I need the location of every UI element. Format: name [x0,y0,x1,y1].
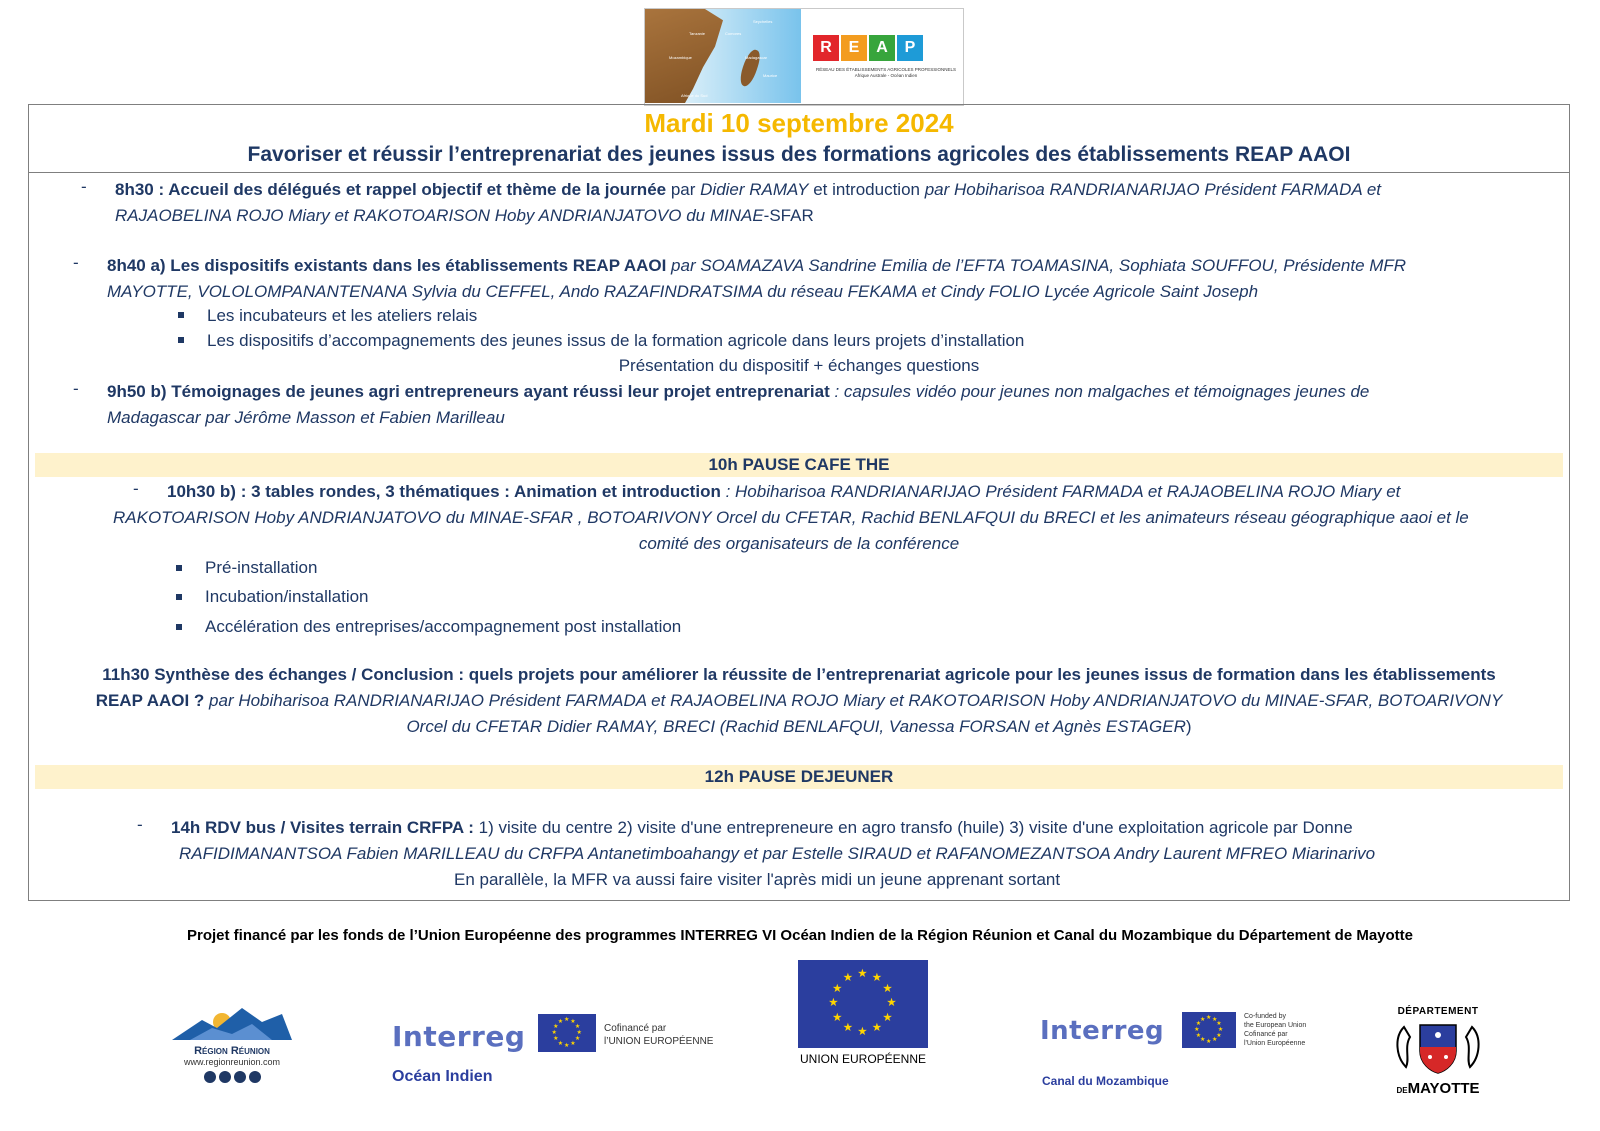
interreg-oi-subtitle: Océan Indien [392,1068,493,1085]
square-bullet-icon [178,337,184,343]
eu-star-icon: ★ [842,972,854,985]
eu-star-icon: ★ [1211,1037,1218,1044]
map-label: Tanzanie [689,31,706,36]
mayotte-name: MAYOTTE [1407,1080,1480,1097]
eu-star-icon: ★ [564,1042,570,1049]
reap-letter: P [897,35,923,61]
s1-line-1 [115,177,1381,203]
reap-subtitle-line: RÉSEAU DES ÉTABLISSEMENTS AGRICOLES PROFESSIONNELS [816,67,956,72]
list-dash: - [133,479,139,498]
s4-line-1 [167,479,1400,505]
map-label: Maurice [763,73,778,78]
list-dash: - [73,379,79,398]
list-dash: - [73,253,79,272]
eu-star-icon: ★ [1206,1015,1212,1022]
reap-subtitle [811,67,961,79]
s1-speaker: RAJAOBELINA ROJO Miary et RAKOTOARISON Hoby ANDRIANJATOVO du MINAE [115,206,764,225]
instagram-icon [234,1071,246,1083]
title-divider [29,172,1569,173]
s2-item-1: Les incubateurs et les ateliers relais [207,306,478,325]
eu-star-icon: ★ [1216,1021,1222,1028]
s2-line-1 [107,253,1406,279]
interreg-ocean-indien-logo [392,1014,732,1094]
s5-text: ) [1185,717,1192,736]
cofinance-line: l’UNION EUROPÉENNE [604,1036,714,1047]
departement-mayotte-logo [1390,1006,1486,1106]
eu-star-icon: ★ [832,1011,843,1024]
s4-line-3: comité des organisateurs de la conférence [638,534,960,553]
cm-cofunded-text [1244,1012,1306,1048]
interreg-cm-subtitle: Canal du Mozambique [1042,1074,1169,1088]
s1-speaker: Didier RAMAY [700,180,809,199]
map-label: Madagascar [745,55,768,60]
cofunded-line: the European Union [1244,1022,1307,1029]
social-icons [172,1071,292,1083]
eu-star-icon: ★ [557,1040,564,1047]
eu-star-icon: ★ [576,1030,582,1036]
s4-item-2: Incubation/installation [205,587,369,606]
square-bullet-icon [178,312,184,318]
madagascar-shape [737,48,762,88]
program-box [28,104,1570,901]
s5-line-2 [29,688,1569,714]
s2-item-2: Les dispositifs d’accompagnements des jeunes issus de la formation agricole dans leurs projets d’installation [207,331,1025,350]
reap-region-line: Afrique Australe - Océan Indien [854,73,918,78]
region-reunion-logo [172,1000,292,1090]
cofinance-line: Cofinancé par [604,1023,667,1034]
twitter-icon [219,1071,231,1083]
s4-item-3: Accélération des entreprises/accompagnement post installation [205,617,682,636]
eu-star-icon: ★ [1217,1027,1224,1033]
mayotte-de-text: DE [1396,1086,1408,1095]
s4-item-1: Pré-installation [205,558,318,577]
interreg-wordmark: Interreg [392,1020,526,1053]
eu-star-icon: ★ [570,1040,576,1047]
s3-time-heading: 9h50 b) Témoignages de jeunes agri entrepreneurs ayant réussi leur projet entreprenariat [107,382,830,401]
header-logos [644,8,964,106]
eu-star-icon: ★ [882,982,893,995]
region-url: www.regionreunion.com [183,1057,281,1067]
s4-line-2: RAKOTOARISON Hoby ANDRIANJATOVO du MINAE-SFAR , BOTOARIVONY Orcel du CFETAR, Rachid BENLAFQUI du BRECI et les animateurs réseau géographique aaoi et le [113,508,1469,527]
s1-line-2 [115,203,814,229]
youtube-icon [249,1071,261,1083]
eu-star-icon: ★ [1200,1037,1206,1044]
eu-star-icon: ★ [1211,1016,1218,1023]
map-label: Comores [725,31,742,36]
s2-centered-note: Présentation du dispositif + échanges questions [618,356,980,375]
eu-star-icon: ★ [1206,1038,1212,1045]
reap-logo [803,9,961,103]
s4-time-heading: 10h30 b) : 3 tables rondes, 3 thématiques : Animation et introduction [167,482,721,501]
eu-star-icon: ★ [553,1036,559,1043]
list-dash: - [137,815,143,834]
cofunded-line: Co-funded by [1244,1013,1287,1020]
eu-star-icon: ★ [882,1011,893,1024]
union-europeenne-logo [798,960,930,1068]
s5-speakers: Orcel du CFETAR Didier RAMAY, BRECI (Rachid BENLAFQUI, Vanessa FORSAN et Agnès ESTAGER [406,717,1186,736]
s3-text: : capsules vidéo pour jeunes non malgaches et témoignages jeunes de [829,382,1370,401]
map-label: Afrique du Sud [681,93,708,98]
map-label: Mozambique [669,55,692,60]
s2-speakers: par SOAMAZAVA Sandrine Emilia de l’EFTA TOAMASINA, Sophiata SOUFFOU, Présidente MFR [666,256,1407,275]
region-name: Région Réunion [194,1045,270,1057]
interreg-wordmark: Interreg [1040,1016,1165,1046]
facebook-icon [204,1071,216,1083]
pause-banner-lunch: 12h PAUSE DEJEUNER [35,765,1563,789]
eu-flag-icon [1182,1012,1236,1048]
eu-star-icon: ★ [1200,1016,1206,1023]
eu-star-icon: ★ [871,972,883,985]
eu-star-icon: ★ [1195,1021,1202,1028]
mountain-icon [172,1000,292,1040]
reap-letter: A [869,35,895,61]
s3-line-1 [107,379,1369,405]
eu-star-icon: ★ [828,997,839,1010]
square-bullet-icon [176,594,182,600]
list-dash: - [81,177,87,196]
s6-line-2: RAFIDIMANANTSOA Fabien MARILLEAU du CRFPA Antanetimboahangy et par Estelle SIRAUD et RAFANOMEZANTSOA Andry Laurent MFREO Miarinarivo [179,844,1376,863]
s2-line-2: MAYOTTE, VOLOLOMPANANTENANA Sylvia du CEFFEL, Ando RAZAFINDRATSIMA du réseau FEKAMA et Cindy FOLIO Lycée Agricole Saint Joseph [107,282,1259,301]
s2-time-heading: 8h40 a) Les dispositifs existants dans les établissements REAP AAOI [107,256,667,275]
s6-text: 1) visite du centre 2) visite d'une entrepreneure en agro transfo (huile) 3) visite d'une exploitation agricole par Donne [473,818,1353,837]
eu-star-icon: ★ [857,968,868,981]
s1-speaker: par Hobiharisoa RANDRIANARIJAO Président FARMADA et [924,180,1382,199]
s5-text: : quels projets pour améliorer la réussite de l’entreprenariat agricole pour les jeunes issus de formation dans les établissements [453,665,1496,684]
eu-star-icon: ★ [857,1026,868,1039]
eu-star-icon: ★ [574,1023,581,1030]
s1-time-heading: 8h30 : Accueil des délégués et rappel objectif et thème de la journée [115,180,667,199]
s1-text: par [666,180,701,199]
eu-star-icon: ★ [1194,1027,1200,1033]
cofunded-line: l'Union Européenne [1244,1040,1306,1047]
s1-text: et introduction [808,180,925,199]
reap-letter: E [841,35,867,61]
mayotte-coat-of-arms-icon [1390,1017,1486,1077]
s5-line-3 [29,714,1569,740]
africa-map-shape [645,9,745,103]
eu-label: UNION EUROPÉENNE [799,1052,927,1066]
map-logo [645,9,801,103]
eu-star-icon: ★ [886,997,897,1010]
eu-star-icon: ★ [557,1019,564,1026]
eu-star-icon: ★ [551,1030,557,1036]
square-bullet-icon [176,565,182,571]
eu-star-icon: ★ [1216,1032,1222,1039]
eu-flag-icon [798,960,928,1048]
s5-speakers: par Hobiharisoa RANDRIANARIJAO Président FARMADA et RAJAOBELINA ROJO Miary et RAKOTOARISON Hoby ANDRIANJATOVO du MINAE-SFAR, BOTOARIVONY [204,691,1503,710]
pause-banner-coffee: 10h PAUSE CAFE THE [35,453,1563,477]
mayotte-top-text: DÉPARTEMENT [1397,1006,1479,1017]
date-title: Mardi 10 septembre 2024 [644,108,954,138]
s6-time-heading: 14h RDV bus / Visites terrain CRFPA : [171,818,474,837]
eu-flag-icon [538,1014,596,1052]
s4-speakers: : Hobiharisoa RANDRIANARIJAO Président FARMADA et RAJAOBELINA ROJO Miary et [720,482,1401,501]
eu-star-icon: ★ [871,1022,883,1035]
s3-line-2: Madagascar par Jérôme Masson et Fabien Marilleau [107,408,505,427]
eu-star-icon: ★ [570,1019,576,1026]
square-bullet-icon [176,624,182,630]
s6-line-1 [171,815,1353,841]
eu-star-icon: ★ [842,1022,854,1035]
main-title: Favoriser et réussir l’entreprenariat des jeunes issus des formations agricoles des établissements REAP AAOI [247,143,1351,166]
mayotte-bottom-text [1390,1082,1486,1098]
s5-line-1 [29,662,1569,688]
eu-star-icon: ★ [832,982,843,995]
interreg-canal-mozambique-logo [1040,1010,1330,1090]
s5-question: REAP AAOI ? [95,691,205,710]
eu-star-icon: ★ [553,1023,559,1030]
s1-text: -SFAR [763,206,814,225]
eu-star-icon: ★ [1195,1032,1202,1039]
s5-time-heading: 11h30 Synthèse des échanges / Conclusion [102,665,454,684]
oi-cofinance-text [604,1022,713,1048]
eu-star-icon: ★ [574,1036,581,1043]
reap-letter: R [813,35,839,61]
eu-star-icon: ★ [564,1017,570,1024]
funding-note: Projet financé par les fonds de l’Union Européenne des programmes INTERREG VI Océan Indien de la Région Réunion et Canal du Mozambique du Département de Mayotte [186,927,1414,944]
s6-line-3: En parallèle, la MFR va aussi faire visiter l'après midi un jeune apprenant sortant [454,870,1061,889]
cofunded-line: Cofinancé par [1244,1031,1288,1038]
map-label: Seychelles [753,19,773,24]
reap-letters [813,35,923,61]
